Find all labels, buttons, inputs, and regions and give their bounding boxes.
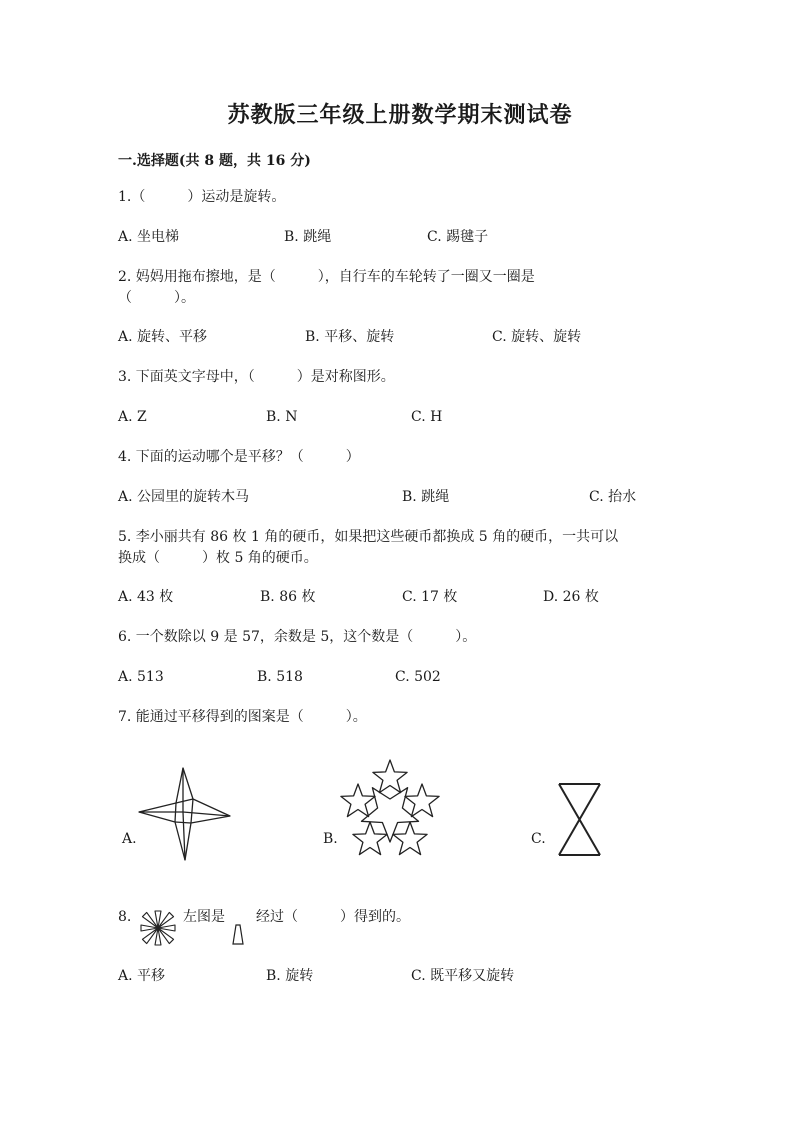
question-5-line-2: 换成（ ）枚 5 角的硬币。 xyxy=(118,550,318,566)
q5-option-a[interactable]: A. 43 枚 xyxy=(118,589,174,605)
page-title: 苏教版三年级上册数学期末测试卷 xyxy=(227,102,573,128)
q1-option-a[interactable]: A. 坐电梯 xyxy=(118,229,180,245)
question-3: 3. 下面英文字母中，（ ）是对称图形。 xyxy=(118,369,395,385)
q2-option-a[interactable]: A. 旋转、平移 xyxy=(118,329,208,345)
outer-star xyxy=(373,760,407,793)
q1-option-b[interactable]: B. 跳绳 xyxy=(284,229,332,245)
q3-option-a[interactable]: A. Z xyxy=(118,409,147,425)
q8-option-c[interactable]: C. 既平移又旋转 xyxy=(411,968,515,984)
q2-option-c[interactable]: C. 旋转、旋转 xyxy=(492,329,582,345)
q5-option-d[interactable]: D. 26 枚 xyxy=(543,589,599,605)
q7-figure-a-label[interactable]: A. xyxy=(122,831,137,847)
five-stars-figure[interactable] xyxy=(340,762,440,862)
question-8-text-b: 经过（ ）得到的。 xyxy=(256,909,410,925)
question-6: 6. 一个数除以 9 是 57，余数是 5，这个数是（ ）。 xyxy=(118,629,477,645)
q4-option-c[interactable]: C. 抬水 xyxy=(589,489,637,505)
q4-option-a[interactable]: A. 公园里的旋转木马 xyxy=(118,489,250,505)
q5-option-b[interactable]: B. 86 枚 xyxy=(260,589,316,605)
triangle-figure xyxy=(231,923,245,947)
outer-star xyxy=(393,822,427,855)
four-point-star-figure[interactable] xyxy=(135,765,235,865)
q2-option-b[interactable]: B. 平移、旋转 xyxy=(305,329,395,345)
pinwheel-figure xyxy=(137,907,179,949)
question-8-text-a: 左图是 xyxy=(183,909,225,925)
question-7: 7. 能通过平移得到的图案是（ ）。 xyxy=(118,709,367,725)
q8-option-b[interactable]: B. 旋转 xyxy=(266,968,314,984)
question-2-line-2: （ ）。 xyxy=(118,290,195,306)
q6-option-c[interactable]: C. 502 xyxy=(395,669,441,685)
question-1: 1.（ ）运动是旋转。 xyxy=(118,189,286,205)
outer-star xyxy=(353,822,387,855)
q3-option-b[interactable]: B. N xyxy=(266,409,298,425)
q8-option-a[interactable]: A. 平移 xyxy=(118,968,166,984)
question-2-line-1: 2. 妈妈用拖布擦地，是（ ），自行车的车轮转了一圈又一圈是 xyxy=(118,269,535,285)
q7-figure-c-label[interactable]: C. xyxy=(531,831,546,847)
q3-option-c[interactable]: C. H xyxy=(411,409,443,425)
q6-option-b[interactable]: B. 518 xyxy=(257,669,303,685)
outer-star xyxy=(341,784,375,817)
outer-star xyxy=(405,784,439,817)
q6-option-a[interactable]: A. 513 xyxy=(118,669,164,685)
hourglass-figure[interactable] xyxy=(556,780,606,860)
section-heading: 一.选择题(共 8 题，共 16 分) xyxy=(118,153,311,169)
q5-option-c[interactable]: C. 17 枚 xyxy=(402,589,458,605)
question-5-line-1: 5. 李小丽共有 86 枚 1 角的硬币，如果把这些硬币都换成 5 角的硬币，一共可以 xyxy=(118,529,619,545)
question-4: 4. 下面的运动哪个是平移？（ ） xyxy=(118,449,360,465)
question-8-number: 8. xyxy=(118,909,132,925)
q4-option-b[interactable]: B. 跳绳 xyxy=(402,489,450,505)
q7-figure-b-label[interactable]: B. xyxy=(323,831,338,847)
q1-option-c[interactable]: C. 踢毽子 xyxy=(427,229,489,245)
